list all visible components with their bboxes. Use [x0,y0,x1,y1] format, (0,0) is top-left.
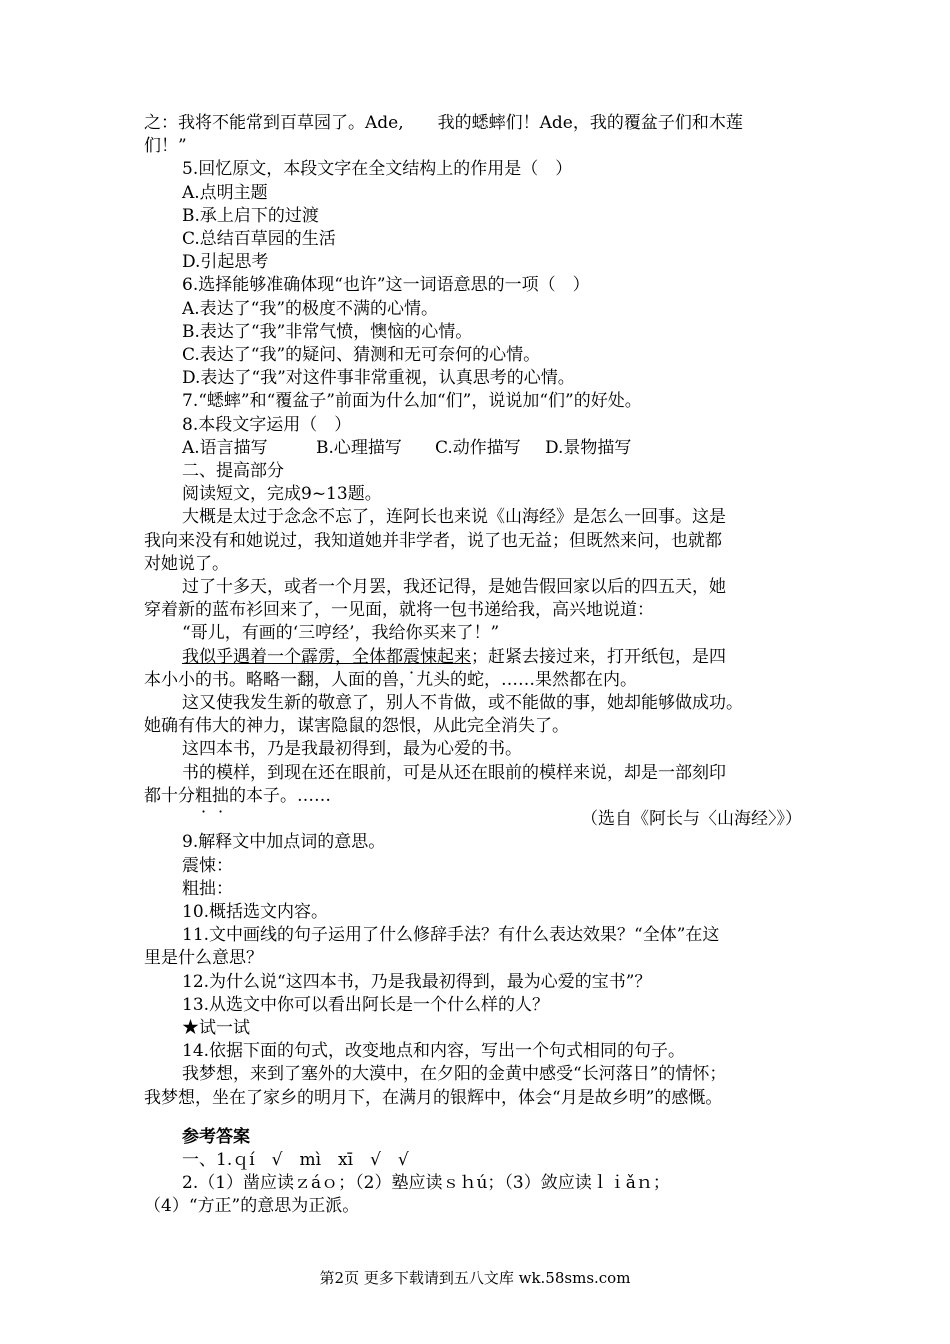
section-intro: 阅读短文，完成9~13题。 [182,484,382,505]
option: B.心理描写 [316,437,402,458]
passage-line: 过了十多天，或者一个月罢，我还记得，是她告假回家以后的四五天，她 [182,577,726,598]
passage-line: 我向来没有和她说过，我知道她并非学者，说了也无益；但既然来问，也就都 [144,530,722,551]
dotted-char: 粗 [195,785,212,806]
passage-line: 书的模样，到现在还在眼前，可是从还在眼前的模样来说，却是一部刻印 [182,762,726,783]
question-11: 11.文中画线的句子运用了什么修辞手法？有什么表达效果？“全体”在这 [182,925,720,946]
answer-line: （4）“方正”的意思为正派。 [144,1196,360,1217]
option: C.动作描写 [435,437,521,458]
passage-line: 穿着新的蓝布衫回来了，一见面，就将一包书递给我，高兴地说道： [144,600,654,621]
answer-prompt: 粗拙： [182,878,233,899]
passage-line: 她确有伟大的神力，谋害隐鼠的怨恨，从此完全消失了。 [144,716,569,737]
underlined-sentence-line [144,646,808,669]
answer-prompt: 震悚： [182,855,233,876]
question-6: 6.选择能够准确体现“也许”这一词语意思的一项（ ） [182,275,590,296]
option: A.点明主题 [182,182,268,203]
option: D.表达了“我”对这件事非常重视，认真思考的心情。 [182,368,575,389]
passage-text: 都十分 [144,785,195,806]
dotted-char: 悚 [420,646,437,667]
answers-title: 参考答案 [182,1126,250,1147]
question-5: 5.回忆原文，本段文字在全文结构上的作用是（ ） [182,159,573,180]
passage-text: ；赶紧去接过来，打开纸包，是四 [471,646,726,667]
passage-line: 大概是太过于念念不忘了，连阿长也来说《山海经》是怎么一回事。这是 [182,507,726,528]
passage-line: 这又使我发生新的敬意了，别人不肯做，或不能做的事，她却能够做成功。 [182,693,743,714]
option: A.表达了“我”的极度不满的心情。 [182,298,439,319]
question-8: 8.本段文字运用（ ） [182,414,352,435]
question-8-options [144,437,808,460]
question-7: 7.“蟋蟀”和“覆盆子”前面为什么加“们”，说说加“们”的好处。 [182,391,642,412]
text-line: 们！” [144,136,187,157]
document-body [144,112,808,1219]
example-sentence: 我梦想，坐在了家乡的明月下，在满月的银辉中，体会“月是故乡明”的感慨。 [144,1087,723,1108]
passage-source: （选自《阿长与〈山海经〉》） [581,809,802,830]
option: A.语言描写 [182,437,268,458]
section-title: 二、提高部分 [182,461,284,482]
underlined-text: 起来 [437,646,471,667]
answer-line: 一、1.ｑí √ mì xī √ √ [182,1149,409,1170]
question-14: 14.依据下面的句式，改变地点和内容，写出一个句式相同的句子。 [182,1041,686,1062]
underlined-text: 我似乎遇着一个霹雳，全体都 [182,646,403,667]
question-11-cont: 里是什么意思？ [144,948,263,969]
answer-line: 2.（1）凿应读ｚáｏ；（2）塾应读ｓｈú；（3）敛应读ｌｉǎｎ； [182,1173,670,1194]
page-footer: 第2页 更多下载请到五八文库 wk.58sms.com [319,1269,631,1287]
passage-line: 对她说了。 [144,553,229,574]
option: B.承上启下的过渡 [182,205,319,226]
passage-line: 本小小的书。略略一翻，人面的兽，九头的蛇，……果然都在内。 [144,669,637,690]
option: D.景物描写 [545,437,632,458]
question-13: 13.从选文中你可以看出阿长是一个什么样的人？ [182,994,550,1015]
dotted-char: 震 [403,646,420,667]
trial-heading: ★试一试 [182,1017,250,1038]
example-sentence: 我梦想，来到了塞外的大漠中，在夕阳的金黄中感受“长河落日”的情怀； [182,1064,727,1085]
passage-text: 的本子。…… [229,785,331,806]
question-10: 10.概括选文内容。 [182,901,329,922]
option: C.表达了“我”的疑问、猜测和无可奈何的心情。 [182,345,541,366]
question-9: 9.解释文中加点词的意思。 [182,832,386,853]
passage-line: “哥儿，有画的‘三哼经’，我给你买来了！” [182,623,500,644]
option: B.表达了“我”非常气愤，懊恼的心情。 [182,321,473,342]
option: D.引起思考 [182,252,269,273]
option: C.总结百草园的生活 [182,229,336,250]
text-line: 之：我将不能常到百草园了。Ade, 我的蟋蟀们！Ade，我的覆盆子们和木莲 [144,113,743,133]
passage-line: 这四本书，乃是我最初得到，最为心爱的书。 [182,739,522,760]
question-12: 12.为什么说“这四本书，乃是我最初得到，最为心爱的宝书”？ [182,971,652,992]
dotted-char: 拙 [212,785,229,806]
passage-line [144,785,808,808]
